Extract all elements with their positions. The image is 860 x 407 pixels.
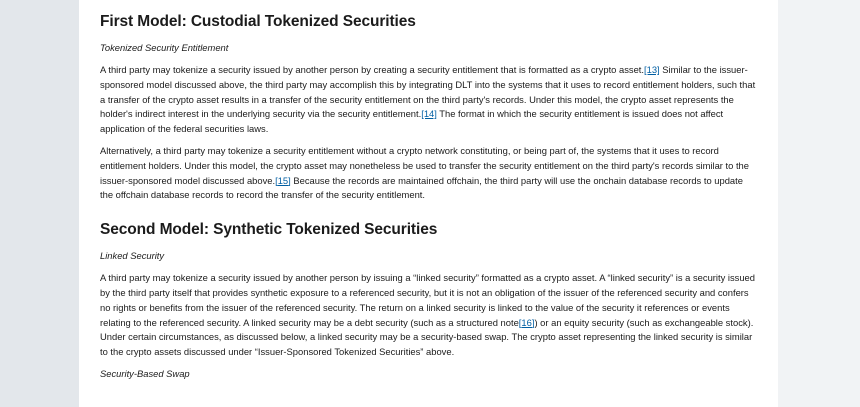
paragraph-text: ) or an equity security (such as exchangeable stock). Under certain circumstances, as discussed below, a linked security may be a security-based swap. The crypto asset representing the linked security is similar to the crypto assets discussed under “Issuer-Sponsored Tokenized Securities” above. [100,316,754,358]
paragraph-text: A third party may tokenize a security issued by another person by issuing a “linked security” formatted as a crypto asset. A “linked security” is a security issued by the third party itself that provides synthetic exposure to a referenced security, but it is not an obligation of the issuer of the referenced security and confers no rights or benefits from the issuer of the referenced security. The return on a linked security is linked to the value of the security it references or events relating to the referenced security. A linked security may be a debt security (such as a structured note [100,272,755,328]
right-margin [778,0,860,407]
paragraph-custodial-2 [100,144,756,203]
paragraph-linked-security [100,271,756,360]
paragraph-text: The format in which the security entitlement is issued does not affect application of the federal securities laws. [100,108,724,135]
footnote-link-16[interactable]: [16] [518,316,535,328]
article-content [100,0,756,389]
document-page [79,0,778,407]
paragraph-text: Similar to the issuer-sponsored model discussed above, the third party may accomplish this by integrating DLT into the systems that it uses to record entitlement holders, such that a transfer of the crypto asset results in a transfer of the security entitlement on the third party's records. Under this model, the crypto asset represents the holder's indirect interest in the underlying security via the security entitlement. [100,64,756,120]
subheading-linked-security: Linked Security [100,250,165,262]
section-heading-synthetic: Second Model: Synthetic Tokenized Securities [100,221,438,239]
paragraph-text: Alternatively, a third party may tokenize a security entitlement without a crypto network constituting, or being part of, the systems that it uses to record entitlement holders. Under this model, the crypto asset may nonetheless be used to transfer the security entitlement on the third party's records similar to the issuer-sponsored model discussed above. [100,144,749,186]
section-heading-custodial: First Model: Custodial Tokenized Securities [100,13,416,30]
subheading-security-based-swap: Security-Based Swap [100,367,190,379]
paragraph-text: Because the records are maintained offchain, the third party will use the onchain database records to update the offchain database records to record the transfer of the security entitlement. [100,174,743,201]
footnote-link-15[interactable]: [15] [275,174,291,186]
footnote-link-14[interactable]: [14] [421,108,437,120]
paragraph-text: A third party may tokenize a security issued by another person by creating a security entitlement that is formatted as a crypto asset. [100,64,645,75]
footnote-link-13[interactable]: [13] [644,64,660,75]
paragraph-custodial-1 [100,63,756,137]
subheading-tokenized-security-entitlement: Tokenized Security Entitlement [100,42,229,53]
